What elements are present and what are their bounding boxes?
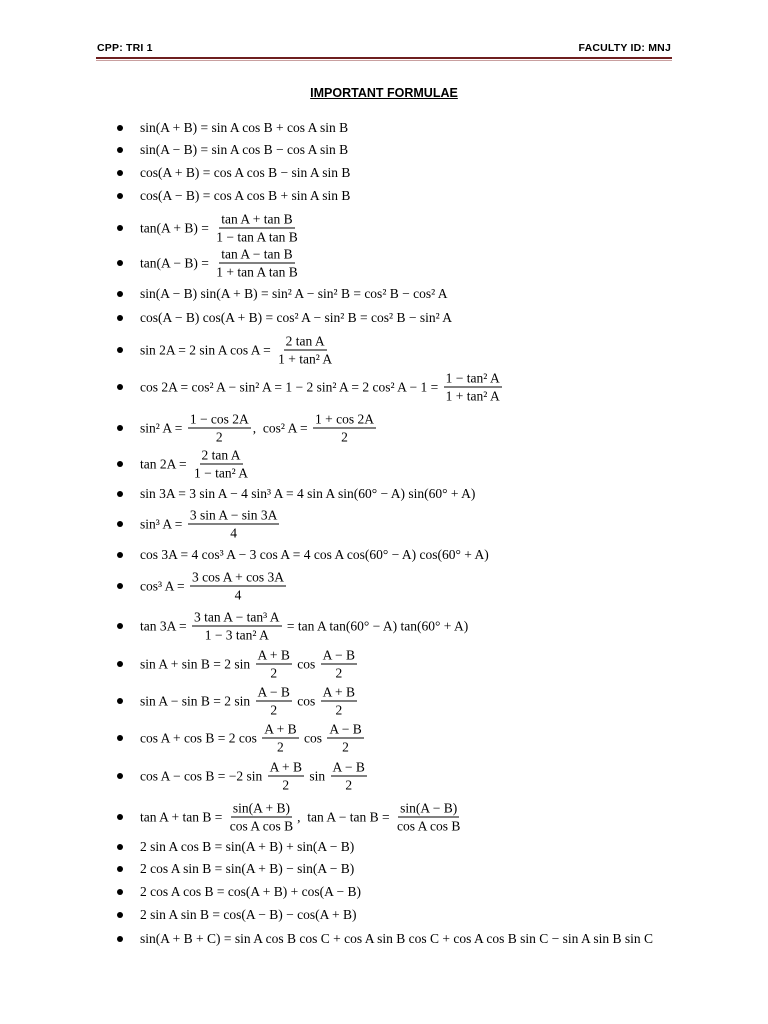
fraction (331, 759, 367, 794)
formula-text: 2 cos A cos B = cos(A + B) + cos(A − B) (140, 884, 361, 899)
formula-text: sin(A − B) sin(A + B) = sin² A − sin² B = cos² B − cos² A (140, 286, 448, 301)
fraction (444, 370, 502, 405)
fraction-denominator: 1 + tan A tan B (216, 264, 298, 280)
formula-text: tan(A − B) = (140, 255, 213, 270)
fraction (214, 211, 300, 246)
fraction-numerator: 3 cos A + cos 3A (192, 569, 285, 585)
formula-item (140, 370, 504, 405)
fraction (188, 507, 280, 542)
fraction-numerator: A + B (269, 759, 302, 775)
fraction (192, 609, 282, 644)
bullet (117, 384, 123, 390)
formula-text: cos(A + B) = cos A cos B − sin A sin B (140, 165, 351, 180)
formula-text: sin (305, 768, 329, 783)
fraction-denominator: 4 (234, 587, 242, 603)
formula-text: , tan A − tan B = (297, 809, 393, 824)
fraction-denominator: cos A cos B (396, 818, 461, 834)
fraction-numerator: A − B (329, 721, 362, 737)
fraction-denominator: 1 − tan A tan B (216, 229, 298, 245)
fraction-numerator: 1 − tan² A (445, 370, 500, 386)
formula-item (140, 609, 468, 644)
formula-text: sin(A − B) = sin A cos B − cos A sin B (140, 142, 349, 157)
fraction-denominator: 1 − tan² A (194, 465, 249, 481)
bullet (117, 521, 123, 527)
bullet (117, 889, 123, 895)
bullet (117, 291, 123, 297)
formula-item (140, 759, 369, 794)
bullet (117, 461, 123, 467)
formula-item (140, 547, 489, 563)
formula-item (140, 486, 475, 502)
fraction-numerator: 1 + cos 2A (314, 411, 374, 427)
fraction (190, 569, 286, 604)
fraction (395, 800, 462, 835)
fraction-numerator: tan A − tan B (221, 246, 293, 262)
formula-text: tan 3A = (140, 618, 190, 633)
bullet (117, 552, 123, 558)
bullet (117, 583, 123, 589)
fraction-denominator: 1 + tan² A (445, 388, 500, 404)
bullet (117, 936, 123, 942)
formula-item (140, 165, 350, 181)
header-rule (96, 57, 672, 59)
bullet (117, 912, 123, 918)
formula-item (140, 120, 348, 136)
formula-text: sin(A + B) = sin A cos B + cos A sin B (140, 120, 349, 135)
fraction-denominator: 2 (270, 702, 278, 718)
fraction (214, 246, 300, 281)
fraction-numerator: A − B (332, 759, 365, 775)
fraction-denominator: 2 (342, 739, 349, 755)
formula-text: sin(A + B + C) = sin A cos B cos C + cos A sin B cos C + cos A cos B sin C − sin A sin B sin C (140, 931, 654, 946)
fraction-denominator: 2 (277, 739, 284, 755)
formula-text: tan 2A = (140, 456, 190, 471)
bullet (117, 814, 123, 820)
formula-text: 2 sin A sin B = cos(A − B) − cos(A + B) (140, 907, 357, 922)
header-left: CPP: TRI 1 (97, 42, 153, 54)
formula-item (140, 800, 464, 835)
formula-text: sin² A = (140, 420, 186, 435)
fraction-denominator: 2 (335, 702, 343, 718)
header-right: FACULTY ID: MNJ (578, 42, 671, 54)
formula-item (140, 333, 336, 368)
fraction-denominator: 2 (335, 665, 343, 681)
formula-text: sin 3A = 3 sin A − 4 sin³ A = 4 sin A sin(60° − A) sin(60° + A) (140, 486, 476, 501)
fraction (256, 684, 292, 719)
fraction-denominator: 2 (215, 429, 223, 445)
formula-item (140, 447, 252, 482)
fraction-denominator: 2 (270, 665, 278, 681)
fraction-numerator: A − B (322, 647, 356, 663)
fraction (321, 684, 357, 719)
formula-text: cos(A − B) cos(A + B) = cos² A − sin² B = cos² B − sin² A (140, 310, 453, 325)
formula-text: cos (293, 656, 319, 671)
formula-text: sin 2A = 2 sin A cos A = (140, 342, 275, 357)
formula-item (140, 839, 354, 855)
formula-text: cos A − cos B = −2 sin (140, 768, 266, 783)
bullet (117, 623, 123, 629)
fraction-numerator: A + B (322, 684, 356, 700)
fraction-denominator: 2 (341, 429, 348, 445)
fraction-numerator: 3 tan A − tan³ A (194, 609, 280, 625)
bullet (117, 491, 123, 497)
formula-item (140, 861, 354, 877)
header-rule-secondary (96, 60, 672, 61)
fraction (188, 411, 251, 446)
fraction-numerator: A − B (257, 684, 290, 700)
fraction (313, 411, 376, 446)
formula-text: tan A + tan B = (140, 809, 226, 824)
fraction (228, 800, 295, 835)
fraction-numerator: A + B (264, 721, 297, 737)
formula-text: cos³ A = (140, 578, 189, 593)
bullet (117, 866, 123, 872)
bullet (117, 347, 123, 353)
fraction-denominator: cos A cos B (229, 818, 294, 834)
fraction-denominator: 1 − 3 tan² A (204, 627, 269, 643)
fraction-numerator: 2 tan A (285, 333, 325, 349)
bullet (117, 147, 123, 153)
formula-text: sin A − sin B = 2 sin (140, 693, 254, 708)
formula-item (140, 142, 348, 158)
fraction (321, 647, 357, 682)
bullet (117, 125, 123, 131)
formula-item (140, 647, 359, 682)
bullet (117, 260, 123, 266)
formula-item (140, 931, 653, 947)
fraction (276, 333, 334, 368)
formula-text: sin A + sin B = 2 sin (140, 656, 254, 671)
fraction-denominator: 2 (345, 777, 353, 793)
fraction-numerator: 2 tan A (201, 447, 241, 463)
formula-item (140, 246, 302, 281)
formula-item (140, 411, 378, 446)
bullet (117, 773, 123, 779)
formula-text: cos (300, 730, 326, 745)
formula-item (140, 721, 366, 756)
formula-text: 2 cos A sin B = sin(A + B) − sin(A − B) (140, 861, 355, 876)
formula-item (140, 907, 356, 923)
bullet (117, 193, 123, 199)
formula-text: tan(A + B) = (140, 220, 213, 235)
formula-item (140, 684, 359, 719)
bullet (117, 425, 123, 431)
fraction (268, 759, 304, 794)
fraction-numerator: 1 − cos 2A (189, 411, 249, 427)
formula-item (140, 310, 452, 326)
bullet (117, 315, 123, 321)
formula-text: sin³ A = (140, 516, 186, 531)
fraction-denominator: 2 (282, 777, 290, 793)
formula-text: 2 sin A cos B = sin(A + B) + sin(A − B) (140, 839, 355, 854)
formula-text: cos (293, 693, 319, 708)
bullet (117, 698, 123, 704)
fraction-numerator: sin(A − B) (400, 800, 458, 816)
fraction-numerator: 3 sin A − sin 3A (189, 507, 278, 523)
formula-text: cos(A − B) = cos A cos B + sin A sin B (140, 188, 351, 203)
fraction-numerator: tan A + tan B (221, 211, 293, 227)
fraction (262, 721, 298, 756)
bullet (117, 844, 123, 850)
formula-text: , cos² A = (252, 420, 311, 435)
bullet (117, 225, 123, 231)
formula-item (140, 569, 288, 604)
fraction-denominator: 1 + tan² A (278, 351, 333, 367)
formula-text: cos 2A = cos² A − sin² A = 1 − 2 sin² A = 2 cos² A − 1 = (140, 379, 442, 394)
formula-item (140, 211, 302, 246)
formula-item (140, 188, 350, 204)
fraction (256, 647, 292, 682)
formula-item (140, 286, 448, 302)
formula-item (140, 507, 281, 542)
bullet (117, 170, 123, 176)
page-title: IMPORTANT FORMULAE (310, 86, 458, 100)
formula-item (140, 884, 361, 900)
fraction-numerator: sin(A + B) (232, 800, 290, 816)
bullet (117, 661, 123, 667)
formula-text: cos 3A = 4 cos³ A − 3 cos A = 4 cos A cos(60° − A) cos(60° + A) (140, 547, 489, 562)
fraction-numerator: A + B (257, 647, 290, 663)
fraction (327, 721, 363, 756)
formula-text: cos A + cos B = 2 cos (140, 730, 261, 745)
bullet (117, 735, 123, 741)
formula-text: = tan A tan(60° − A) tan(60° + A) (283, 618, 469, 633)
fraction-denominator: 4 (230, 525, 237, 541)
fraction (192, 447, 250, 482)
